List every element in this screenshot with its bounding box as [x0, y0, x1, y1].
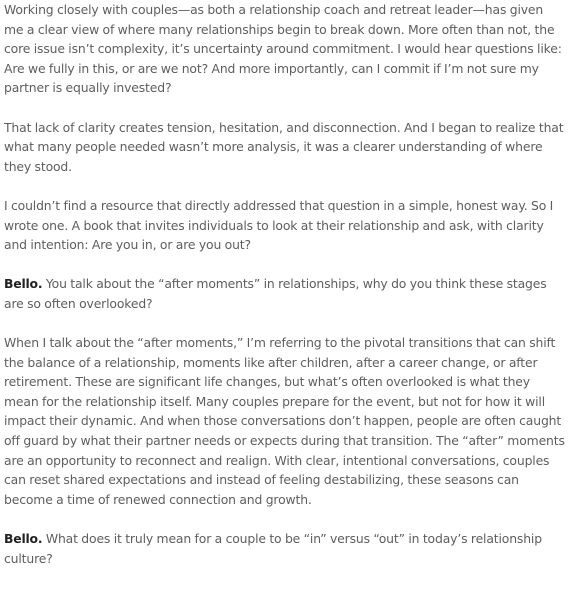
answer-paragraph-4: When I talk about the “after moments,” I’m referring to the pivotal transitions that can shift the balance of a relationship, moments like after children, after a career change, or after retirement. These are significant life changes, but what’s often overlooked is what they mean for the relationship itself. Many couples prepare for the event, but not for how it will impact their dynamic. And when those conversations don’t happen, people are often caught off guard by what their partner needs or expects during that transition. The “after” moments are an opportunity to reconnect and realign. With clear, intentional conversations, couples can reset shared expectations and instead of feeling destabilizing, these seasons can become a time of renewed connection and growth.	[4, 335, 565, 507]
question-paragraph-2	[4, 529, 565, 568]
answer-paragraph-2: That lack of clarity creates tension, hesitation, and disconnection. And I began to realize that what many people needed wasn’t more analysis, it was a clearer understanding of where they stood.	[4, 119, 564, 174]
answer-paragraph-1: Working closely with couples—as both a relationship coach and retreat leader—has given me a clear view of where many relationships begin to break down. More often than not, the core issue isn’t complexity, it’s uncertainty around commitment. I would hear questions like: Are we fully in this, or are we not? And more importantly, can I commit if I’m not sure my partner is equally invested?	[4, 2, 562, 96]
interviewer-name: Bello.	[4, 276, 43, 292]
question-paragraph-1	[4, 274, 565, 313]
question-text: You talk about the “after moments” in relationships, why do you think these stages are so often overlooked?	[4, 276, 547, 311]
answer-paragraph-3: I couldn’t find a resource that directly addressed that question in a simple, honest way. So I wrote one. A book that invites individuals to look at their relationship and ask, with clarity and intention: Are you in, or are you out?	[4, 197, 554, 253]
question-text: What does it truly mean for a couple to be “in” versus “out” in today’s relationship culture?	[4, 531, 542, 566]
interviewer-name: Bello.	[4, 531, 43, 547]
